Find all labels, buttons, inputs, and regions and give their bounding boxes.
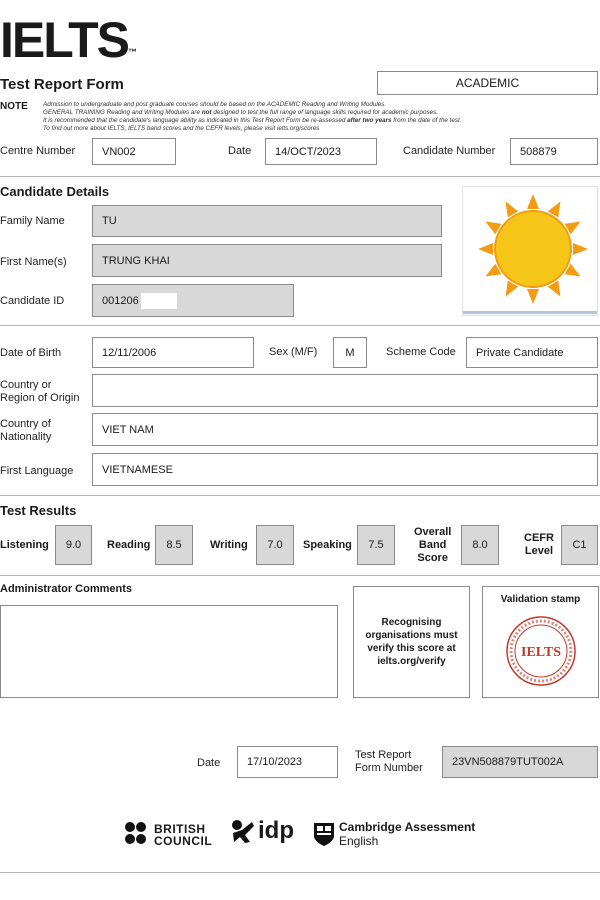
cefr-level: C1 xyxy=(561,525,598,565)
origin-label: Country or Region of Origin xyxy=(0,379,80,404)
logo-text: IELTS xyxy=(0,12,128,68)
scheme-code-field: Private Candidate xyxy=(466,337,598,368)
listening-score: 9.0 xyxy=(55,525,92,565)
validation-stamp-label: Validation stamp xyxy=(500,594,581,605)
candidate-id-field xyxy=(92,284,294,317)
svg-text:IELTS: IELTS xyxy=(521,645,561,660)
overall-band-score: 8.0 xyxy=(461,525,499,565)
cambridge-text-1: Cambridge Assessment xyxy=(339,820,476,834)
divider xyxy=(0,872,600,873)
first-name-label: First Name(s) xyxy=(0,256,67,268)
issue-date-field: 17/10/2023 xyxy=(237,746,338,778)
candidate-photo xyxy=(462,186,598,316)
british-council-dots-icon xyxy=(124,821,151,848)
issue-date-label: Date xyxy=(197,757,221,769)
overall-band-label: Overall Band Score xyxy=(414,526,452,564)
nationality-field: VIET NAM xyxy=(92,413,598,446)
dob-label: Date of Birth xyxy=(0,347,62,359)
origin-field xyxy=(92,374,598,407)
note-label: NOTE xyxy=(0,101,28,112)
speaking-score: 7.5 xyxy=(357,525,395,565)
divider xyxy=(0,495,600,496)
dob-field: 12/11/2006 xyxy=(92,337,254,368)
form-title: Test Report Form xyxy=(0,76,124,93)
note-line-2: GENERAL TRAINING Reading and Writing Modules are not designed to test the full range of language skills required for academic purposes. xyxy=(43,109,439,116)
redaction-block xyxy=(141,293,177,309)
candidate-details-heading: Candidate Details xyxy=(0,184,110,199)
candidate-id-value: 001206 xyxy=(102,294,139,307)
trf-number-label: Test Report Form Number xyxy=(355,749,423,774)
ielts-logo xyxy=(0,10,135,70)
idp-logo xyxy=(230,817,294,845)
first-language-field: VIETNAMESE xyxy=(92,453,598,486)
cambridge-text-2: English xyxy=(339,834,379,848)
nationality-label: Country of Nationality xyxy=(0,418,52,443)
cefr-label: CEFR Level xyxy=(524,532,554,557)
cambridge-shield-icon xyxy=(313,822,335,847)
candidate-number-label: Candidate Number xyxy=(403,145,496,157)
first-name-field: TRUNG KHAI xyxy=(92,244,442,277)
divider xyxy=(0,325,600,326)
writing-label: Writing xyxy=(210,539,248,551)
listening-label: Listening xyxy=(0,539,49,551)
admin-comments-box xyxy=(0,605,338,698)
centre-number-field: VN002 xyxy=(92,138,176,165)
note-line-1: Admission to undergraduate and post graduate courses should be based on the ACADEMIC Reading and Writing Modules. xyxy=(43,101,387,108)
sex-field: M xyxy=(333,337,367,368)
date-label: Date xyxy=(228,145,252,157)
idp-text: idp xyxy=(258,817,294,844)
scheme-code-label: Scheme Code xyxy=(386,346,456,358)
sun-icon xyxy=(463,187,597,315)
idp-figure-icon xyxy=(230,818,256,844)
test-date-field: 14/OCT/2023 xyxy=(265,138,377,165)
note-line-4: To find out more about IELTS, IELTS band scores and the CEFR levels, please visit ielts.org/scores xyxy=(43,125,320,132)
note-text xyxy=(43,101,598,133)
module-box: ACADEMIC xyxy=(377,71,598,95)
divider xyxy=(0,575,600,576)
admin-comments-heading: Administrator Comments xyxy=(0,583,133,595)
sex-label: Sex (M/F) xyxy=(269,346,318,358)
family-name-field: TU xyxy=(92,205,442,237)
british-council-logo xyxy=(124,821,212,848)
cambridge-logo xyxy=(313,820,475,848)
test-results-heading: Test Results xyxy=(0,503,77,518)
speaking-label: Speaking xyxy=(303,539,352,551)
reading-score: 8.5 xyxy=(155,525,193,565)
first-language-label: First Language xyxy=(0,465,74,477)
reading-label: Reading xyxy=(107,539,151,551)
writing-score: 7.0 xyxy=(256,525,294,565)
logo-tm: ™ xyxy=(127,47,135,57)
candidate-number-field: 508879 xyxy=(510,138,598,165)
validation-stamp-box xyxy=(482,586,599,698)
note-line-3: It is recommended that the candidate's language ability as indicated in this Test Report Form be re-assessed after two years from the date of the test. xyxy=(43,117,462,124)
candidate-id-label: Candidate ID xyxy=(0,295,65,307)
family-name-label: Family Name xyxy=(0,215,65,227)
trf-number-field: 23VN508879TUT002A xyxy=(442,746,598,778)
british-council-text-2: COUNCIL xyxy=(154,833,213,848)
verify-box: Recognising organisations must verify this score at ielts.org/verify xyxy=(353,586,470,698)
centre-number-label: Centre Number xyxy=(0,145,76,157)
validation-stamp-icon xyxy=(505,615,577,687)
british-council-text-1: BRITISH xyxy=(154,821,206,836)
divider xyxy=(0,176,600,177)
